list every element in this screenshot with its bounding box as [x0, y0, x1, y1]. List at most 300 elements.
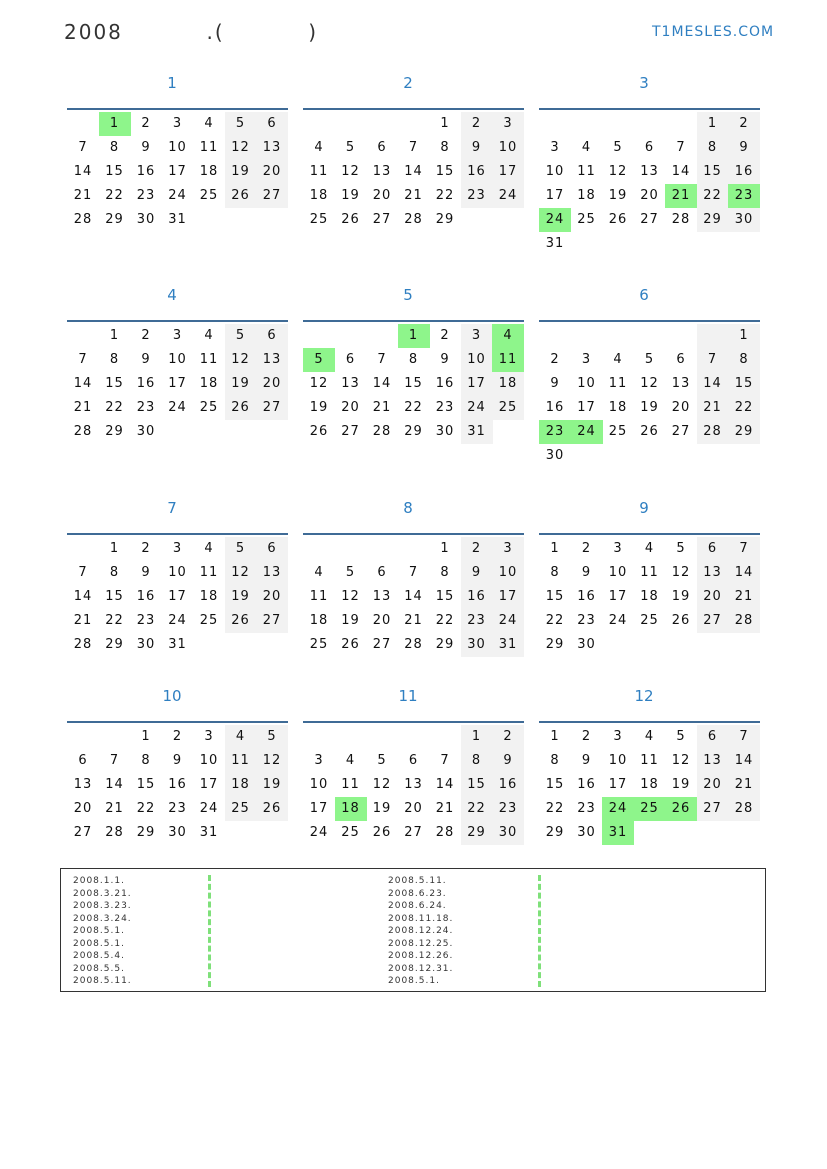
day-cell: 3 [461, 324, 493, 348]
day-cell: 10 [577, 376, 596, 391]
month-title: 6 [639, 286, 649, 304]
day-cell: 28 [73, 424, 93, 439]
day-cell: 10 [545, 164, 565, 179]
day-cell: 20 [256, 160, 288, 184]
day-cell: 25 [341, 825, 360, 840]
day-cell: 13 [256, 561, 288, 585]
day-cell: 7 [377, 352, 387, 367]
day-cell: 13 [256, 348, 288, 372]
day-cell: 15 [105, 589, 124, 604]
day-cell: 7 [676, 140, 686, 155]
day-cell: 9 [581, 753, 592, 768]
day-cell: 10 [168, 565, 187, 580]
day-cell: 12 [671, 753, 691, 768]
weekend-blank-cell [697, 324, 729, 348]
day-cell: 29 [136, 825, 156, 840]
day-cell: 30 [461, 633, 493, 657]
day-cell: 30 [168, 825, 187, 840]
month-divider [539, 320, 760, 322]
month-title: 8 [403, 499, 413, 517]
day-cell: 4 [644, 729, 655, 744]
day-cell: 4 [204, 541, 214, 556]
day-cell: 14 [697, 372, 729, 396]
day-cell: 21 [697, 396, 729, 420]
day-cell: 26 [608, 212, 628, 227]
day-cell: 17 [461, 372, 493, 396]
month-title: 9 [639, 499, 649, 517]
day-cell: 5 [676, 729, 686, 744]
holiday-day: 31 [602, 821, 634, 845]
month-divider [303, 721, 524, 723]
day-cell: 6 [256, 324, 288, 348]
holiday-date: 2008.12.31. [388, 963, 454, 974]
holiday-date: 2008.12.24. [388, 926, 454, 936]
day-cell: 2 [440, 328, 450, 343]
day-cell: 29 [404, 424, 423, 439]
day-cell: 31 [168, 637, 187, 652]
day-cell: 23 [492, 797, 524, 821]
day-cell: 3 [172, 116, 183, 131]
day-cell: 10 [168, 352, 187, 367]
day-cell: 17 [199, 777, 219, 792]
month-title: 10 [162, 687, 182, 705]
day-cell: 6 [377, 140, 387, 155]
day-cell: 30 [577, 637, 596, 652]
day-cell: 20 [671, 400, 691, 415]
holiday-day: 24 [539, 208, 571, 232]
day-cell: 8 [550, 753, 560, 768]
day-cell: 13 [697, 749, 729, 773]
day-cell: 4 [345, 753, 356, 768]
day-cell: 18 [309, 613, 329, 628]
holiday-day: 11 [492, 348, 524, 372]
day-cell: 11 [199, 565, 219, 580]
day-cell: 29 [728, 420, 760, 444]
day-cell: 23 [136, 400, 156, 415]
day-cell: 29 [105, 637, 124, 652]
day-cell: 15 [461, 773, 493, 797]
day-cell: 27 [697, 797, 729, 821]
day-cell: 26 [640, 424, 659, 439]
day-cell: 16 [545, 400, 565, 415]
day-cell: 15 [404, 376, 423, 391]
day-cell: 11 [608, 376, 628, 391]
day-cell: 13 [640, 164, 659, 179]
day-cell: 12 [608, 164, 628, 179]
day-cell: 30 [435, 424, 455, 439]
month-title: 5 [403, 286, 413, 304]
day-cell: 26 [671, 613, 691, 628]
holiday-date: 2008.3.21. [73, 888, 132, 899]
day-cell: 30 [492, 821, 524, 845]
day-cell: 25 [199, 400, 219, 415]
day-cell: 16 [168, 777, 187, 792]
holiday-date: 2008.12.26. [388, 951, 454, 961]
day-cell: 11 [577, 164, 596, 179]
day-cell: 27 [671, 424, 691, 439]
day-cell: 25 [309, 637, 329, 652]
day-cell: 9 [440, 352, 450, 367]
holiday-list-left-column [73, 875, 132, 988]
day-cell: 5 [225, 324, 257, 348]
day-cell: 8 [461, 749, 493, 773]
holiday-day: 24 [571, 420, 603, 444]
day-cell: 1 [728, 324, 760, 348]
holiday-day: 1 [398, 324, 430, 348]
holiday-marker-left [208, 875, 211, 987]
day-cell: 26 [256, 797, 288, 821]
day-cell: 12 [341, 164, 360, 179]
day-cell: 24 [168, 613, 187, 628]
day-cell: 4 [225, 725, 257, 749]
day-cell: 23 [136, 613, 156, 628]
day-cell: 30 [136, 637, 156, 652]
day-cell: 10 [309, 777, 329, 792]
day-cell: 22 [105, 400, 124, 415]
holiday-day: 4 [492, 324, 524, 348]
holiday-date: 2008.5.5. [73, 963, 125, 974]
day-cell: 15 [728, 372, 760, 396]
day-cell: 18 [199, 164, 219, 179]
day-cell: 26 [225, 609, 257, 633]
day-cell: 13 [372, 164, 392, 179]
day-cell: 22 [461, 797, 493, 821]
day-cell: 7 [109, 753, 120, 768]
day-cell: 27 [372, 637, 392, 652]
holiday-day: 5 [303, 348, 335, 372]
day-cell: 17 [608, 589, 628, 604]
day-cell: 12 [225, 561, 257, 585]
day-cell: 31 [199, 825, 219, 840]
holiday-day: 1 [99, 112, 131, 136]
day-cell: 5 [644, 352, 655, 367]
day-cell: 22 [105, 613, 124, 628]
holiday-date: 2008.3.24. [73, 913, 132, 924]
day-cell: 30 [545, 448, 565, 463]
day-cell: 16 [577, 777, 596, 792]
month-divider [303, 108, 524, 110]
day-cell: 7 [697, 348, 729, 372]
day-cell: 6 [256, 112, 288, 136]
day-cell: 6 [676, 352, 686, 367]
day-cell: 28 [404, 637, 423, 652]
day-cell: 4 [613, 352, 623, 367]
day-cell: 24 [461, 396, 493, 420]
day-cell: 22 [435, 188, 455, 203]
day-cell: 20 [73, 801, 93, 816]
day-cell: 11 [225, 749, 257, 773]
day-cell: 14 [73, 164, 93, 179]
day-cell: 18 [225, 773, 257, 797]
day-cell: 24 [309, 825, 329, 840]
day-cell: 1 [461, 725, 493, 749]
day-cell: 27 [73, 825, 93, 840]
day-cell: 7 [440, 753, 450, 768]
day-cell: 9 [728, 136, 760, 160]
day-cell: 7 [408, 565, 419, 580]
day-cell: 20 [372, 613, 392, 628]
day-cell: 17 [608, 777, 628, 792]
month-divider [303, 320, 524, 322]
day-cell: 12 [341, 589, 360, 604]
day-cell: 15 [435, 164, 455, 179]
day-cell: 30 [136, 424, 156, 439]
day-cell: 4 [314, 565, 324, 580]
day-cell: 2 [728, 112, 760, 136]
holiday-day: 23 [728, 184, 760, 208]
day-cell: 2 [141, 116, 151, 131]
day-cell: 31 [461, 420, 493, 444]
day-cell: 16 [136, 589, 156, 604]
holiday-day: 23 [539, 420, 571, 444]
day-cell: 9 [550, 376, 560, 391]
day-cell: 28 [435, 825, 455, 840]
day-cell: 14 [105, 777, 124, 792]
day-cell: 17 [577, 400, 596, 415]
day-cell: 18 [492, 372, 524, 396]
day-cell: 8 [141, 753, 151, 768]
day-cell: 8 [109, 352, 120, 367]
day-cell: 9 [172, 753, 183, 768]
day-cell: 10 [461, 348, 493, 372]
day-cell: 18 [640, 777, 659, 792]
day-cell: 12 [372, 777, 392, 792]
day-cell: 20 [404, 801, 423, 816]
month-divider [67, 721, 288, 723]
day-cell: 19 [341, 188, 360, 203]
day-cell: 22 [136, 801, 156, 816]
day-cell: 12 [256, 749, 288, 773]
day-cell: 26 [309, 424, 329, 439]
month-divider [539, 721, 760, 723]
day-cell: 3 [613, 729, 623, 744]
day-cell: 21 [73, 400, 93, 415]
day-cell: 11 [640, 565, 659, 580]
day-cell: 12 [225, 348, 257, 372]
day-cell: 10 [608, 565, 628, 580]
day-cell: 9 [141, 565, 151, 580]
day-cell: 27 [404, 825, 423, 840]
day-cell: 29 [105, 424, 124, 439]
day-cell: 11 [640, 753, 659, 768]
day-cell: 17 [492, 160, 524, 184]
day-cell: 2 [581, 541, 592, 556]
day-cell: 23 [136, 188, 156, 203]
day-cell: 26 [341, 212, 360, 227]
day-cell: 29 [461, 821, 493, 845]
day-cell: 24 [492, 184, 524, 208]
day-cell: 15 [105, 376, 124, 391]
day-cell: 9 [141, 140, 151, 155]
day-cell: 10 [168, 140, 187, 155]
day-cell: 13 [372, 589, 392, 604]
day-cell: 18 [608, 400, 628, 415]
month-title: 12 [634, 687, 654, 705]
day-cell: 18 [199, 589, 219, 604]
month-divider [67, 320, 288, 322]
day-cell: 16 [136, 376, 156, 391]
day-cell: 13 [341, 376, 360, 391]
day-cell: 9 [461, 561, 493, 585]
day-cell: 21 [728, 773, 760, 797]
day-cell: 27 [697, 609, 729, 633]
day-cell: 30 [136, 212, 156, 227]
day-cell: 27 [256, 396, 288, 420]
day-cell: 28 [372, 424, 392, 439]
day-cell: 24 [168, 188, 187, 203]
day-cell: 14 [728, 749, 760, 773]
day-cell: 10 [492, 561, 524, 585]
day-cell: 9 [492, 749, 524, 773]
day-cell: 12 [309, 376, 329, 391]
day-cell: 19 [225, 160, 257, 184]
holiday-list [60, 868, 766, 992]
day-cell: 19 [372, 801, 392, 816]
day-cell: 17 [168, 589, 187, 604]
day-cell: 7 [78, 352, 88, 367]
day-cell: 19 [309, 400, 329, 415]
day-cell: 14 [435, 777, 455, 792]
day-cell: 13 [73, 777, 93, 792]
day-cell: 20 [372, 188, 392, 203]
day-cell: 20 [640, 188, 659, 203]
day-cell: 13 [671, 376, 691, 391]
day-cell: 8 [408, 352, 419, 367]
day-cell: 27 [341, 424, 360, 439]
day-cell: 5 [676, 541, 686, 556]
day-cell: 18 [640, 589, 659, 604]
day-cell: 23 [461, 184, 493, 208]
day-cell: 16 [728, 160, 760, 184]
day-cell: 19 [671, 589, 691, 604]
day-cell: 21 [73, 613, 93, 628]
day-cell: 8 [109, 140, 120, 155]
holiday-date: 2008.5.11. [73, 976, 132, 986]
month-title: 3 [639, 74, 649, 92]
month-title: 1 [167, 74, 177, 92]
holiday-date: 2008.12.25. [388, 938, 454, 949]
day-cell: 16 [435, 376, 455, 391]
day-cell: 4 [644, 541, 655, 556]
day-cell: 4 [581, 140, 592, 155]
holiday-date: 2008.5.4. [73, 951, 125, 961]
day-cell: 15 [545, 589, 565, 604]
day-cell: 29 [545, 637, 565, 652]
day-cell: 17 [168, 164, 187, 179]
day-cell: 3 [492, 112, 524, 136]
day-cell: 16 [136, 164, 156, 179]
day-cell: 14 [73, 589, 93, 604]
day-cell: 2 [461, 537, 493, 561]
day-cell: 8 [728, 348, 760, 372]
month-divider [539, 108, 760, 110]
day-cell: 27 [256, 609, 288, 633]
day-cell: 6 [256, 537, 288, 561]
holiday-date: 2008.6.24. [388, 901, 447, 911]
day-cell: 6 [697, 725, 729, 749]
day-cell: 20 [341, 400, 360, 415]
day-cell: 20 [256, 372, 288, 396]
day-cell: 5 [256, 725, 288, 749]
day-cell: 28 [404, 212, 423, 227]
day-cell: 14 [372, 376, 392, 391]
day-cell: 1 [440, 541, 450, 556]
day-cell: 29 [697, 208, 729, 232]
holiday-day: 25 [634, 797, 666, 821]
day-cell: 24 [199, 801, 219, 816]
site-logo[interactable]: T1MESLES.COM [652, 24, 775, 40]
holiday-date: 2008.5.1. [73, 926, 125, 936]
day-cell: 24 [608, 613, 628, 628]
day-cell: 15 [545, 777, 565, 792]
holiday-day: 24 [602, 797, 634, 821]
day-cell: 21 [372, 400, 392, 415]
day-cell: 11 [309, 164, 329, 179]
day-cell: 12 [225, 136, 257, 160]
day-cell: 28 [671, 212, 691, 227]
day-cell: 20 [256, 585, 288, 609]
day-cell: 5 [613, 140, 623, 155]
day-cell: 22 [545, 801, 565, 816]
day-cell: 25 [199, 613, 219, 628]
day-cell: 5 [345, 140, 356, 155]
day-cell: 1 [440, 116, 450, 131]
day-cell: 26 [225, 184, 257, 208]
day-cell: 24 [168, 400, 187, 415]
day-cell: 19 [225, 372, 257, 396]
day-cell: 11 [341, 777, 360, 792]
holiday-date: 2008.5.1. [388, 976, 440, 986]
day-cell: 30 [577, 825, 596, 840]
day-cell: 3 [172, 541, 183, 556]
day-cell: 10 [492, 136, 524, 160]
day-cell: 9 [581, 565, 592, 580]
day-cell: 25 [640, 613, 659, 628]
day-cell: 23 [435, 400, 455, 415]
day-cell: 16 [577, 589, 596, 604]
day-cell: 8 [697, 136, 729, 160]
day-cell: 2 [141, 541, 151, 556]
day-cell: 5 [345, 565, 356, 580]
day-cell: 24 [492, 609, 524, 633]
day-cell: 6 [377, 565, 387, 580]
day-cell: 9 [461, 136, 493, 160]
day-cell: 14 [404, 164, 423, 179]
day-cell: 7 [408, 140, 419, 155]
day-cell: 21 [105, 801, 124, 816]
day-cell: 15 [435, 589, 455, 604]
day-cell: 14 [671, 164, 691, 179]
day-cell: 26 [372, 825, 392, 840]
day-cell: 22 [728, 396, 760, 420]
day-cell: 25 [492, 396, 524, 420]
day-cell: 22 [697, 184, 729, 208]
day-cell: 1 [550, 541, 560, 556]
month-title: 11 [398, 687, 418, 705]
day-cell: 5 [225, 537, 257, 561]
day-cell: 16 [461, 160, 493, 184]
day-cell: 5 [377, 753, 387, 768]
day-cell: 16 [461, 585, 493, 609]
day-cell: 1 [697, 112, 729, 136]
month-divider [539, 533, 760, 535]
day-cell: 14 [404, 589, 423, 604]
day-cell: 30 [728, 208, 760, 232]
day-cell: 3 [550, 140, 560, 155]
page-title: 2008 .( ) [64, 20, 319, 44]
day-cell: 29 [435, 212, 455, 227]
day-cell: 7 [728, 537, 760, 561]
